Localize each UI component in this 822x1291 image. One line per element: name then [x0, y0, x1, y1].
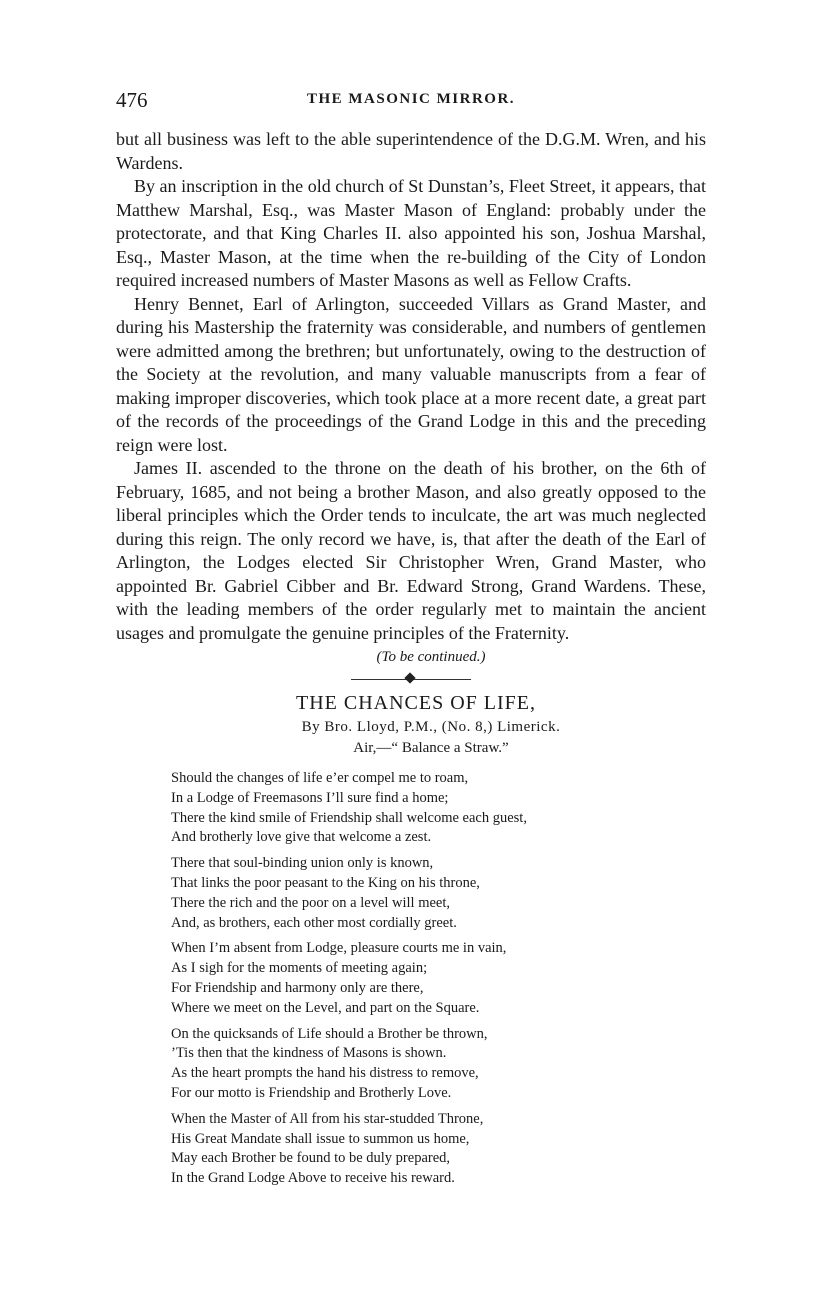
- verse-line: On the quicksands of Life should a Brother be thrown,: [171, 1025, 488, 1042]
- verse-line: When I’m absent from Lodge, pleasure courts me in vain,: [171, 940, 507, 957]
- verse-line: In the Grand Lodge Above to receive his reward.: [171, 1170, 455, 1187]
- poem-byline: By Bro. Lloyd, P.M., (No. 8,) Limerick.: [301, 719, 561, 735]
- verse-line: And, as brothers, each other most cordially greet.: [171, 914, 457, 931]
- paragraph-2: By an inscription in the old church of St Dunstan’s, Fleet Street, it appears, that Matthew Marshal, Esq., was Master Mason of England: probably under the protectorate, and that King Charles II. also appointed his son, Joshua Marshal, Esq., Master Mason, at the time when the re-building of the City of London required increased numbers of Master Masons as well as Fellow Crafts.: [116, 176, 706, 290]
- poem-verses: [171, 769, 706, 1189]
- stanza-2: [171, 854, 706, 933]
- verse-line: And brotherly love give that welcome a zest.: [171, 829, 432, 846]
- verse-line: As the heart prompts the hand his distress to remove,: [171, 1065, 479, 1082]
- page-header: [116, 88, 706, 118]
- verse-line: For our motto is Friendship and Brotherly Love.: [171, 1084, 452, 1101]
- diamond-ornament-icon: [404, 672, 415, 683]
- ornamental-divider: [351, 672, 471, 686]
- verse-line: When the Master of All from his star-studded Throne,: [171, 1110, 484, 1127]
- verse-line: That links the poor peasant to the King on his throne,: [171, 874, 480, 891]
- verse-line: There the rich and the poor on a level will meet,: [171, 894, 451, 911]
- stanza-3: [171, 939, 706, 1018]
- page-number: 476: [116, 88, 148, 112]
- to-be-continued: (To be continued.): [376, 649, 486, 665]
- verse-line: In a Lodge of Freemasons I’ll sure find a home;: [171, 789, 449, 806]
- poem-air: Air,—“ Balance a Straw.”: [353, 740, 509, 756]
- paragraph-3: Henry Bennet, Earl of Arlington, succeeded Villars as Grand Master, and during his Mastership the fraternity was considerable, and numbers of gentlemen were admitted among the brethren; but unfortunately, owing to the destruction of the Society at the revolution, and many valuable manuscripts from a fear of making improper discoveries, which took place at a more recent date, a great part of the records of the proceedings of the Grand Lodge in this and the preceding reign were lost.: [116, 293, 706, 455]
- verse-line: Should the changes of life e’er compel me to roam,: [171, 770, 469, 786]
- verse-line: ’Tis then that the kindness of Masons is shown.: [171, 1045, 447, 1062]
- stanza-4: [171, 1025, 706, 1104]
- verse-line: There the kind smile of Friendship shall welcome each guest,: [171, 809, 527, 826]
- paragraph-4: James II. ascended to the throne on the death of his brother, on the 6th of February, 1685, and not being a brother Mason, and also greatly opposed to the liberal principles which the Order tends to inculcate, the art was much neglected during this reign. The only record we have, is, that after the death of the Earl of Arlington, the Lodges elected Sir Christopher Wren, Grand Master, who appointed Br. Gabriel Cibber and Br. Edward Strong, Grand Wardens. These, with the leading members of the order regularly met to maintain the ancient usages and promulgate the genuine principles of the Fraternity.: [116, 458, 706, 643]
- verse-line: May each Brother be found to be duly prepared,: [171, 1150, 451, 1167]
- verse-line: For Friendship and harmony only are there,: [171, 979, 424, 996]
- running-title: THE MASONIC MIRROR.: [306, 91, 516, 107]
- poem-title: THE CHANCES OF LIFE,: [295, 692, 536, 714]
- paragraph-1: but all business was left to the able superintendence of the D.G.M. Wren, and his Wardens.: [116, 129, 706, 173]
- verse-line: There that soul-binding union only is known,: [171, 855, 434, 872]
- stanza-1: [171, 769, 706, 848]
- article-body: [116, 128, 706, 1195]
- verse-line: Where we meet on the Level, and part on the Square.: [171, 999, 480, 1016]
- stanza-5: [171, 1110, 706, 1189]
- verse-line: His Great Mandate shall issue to summon us home,: [171, 1130, 470, 1147]
- verse-line: As I sigh for the moments of meeting again;: [171, 960, 428, 977]
